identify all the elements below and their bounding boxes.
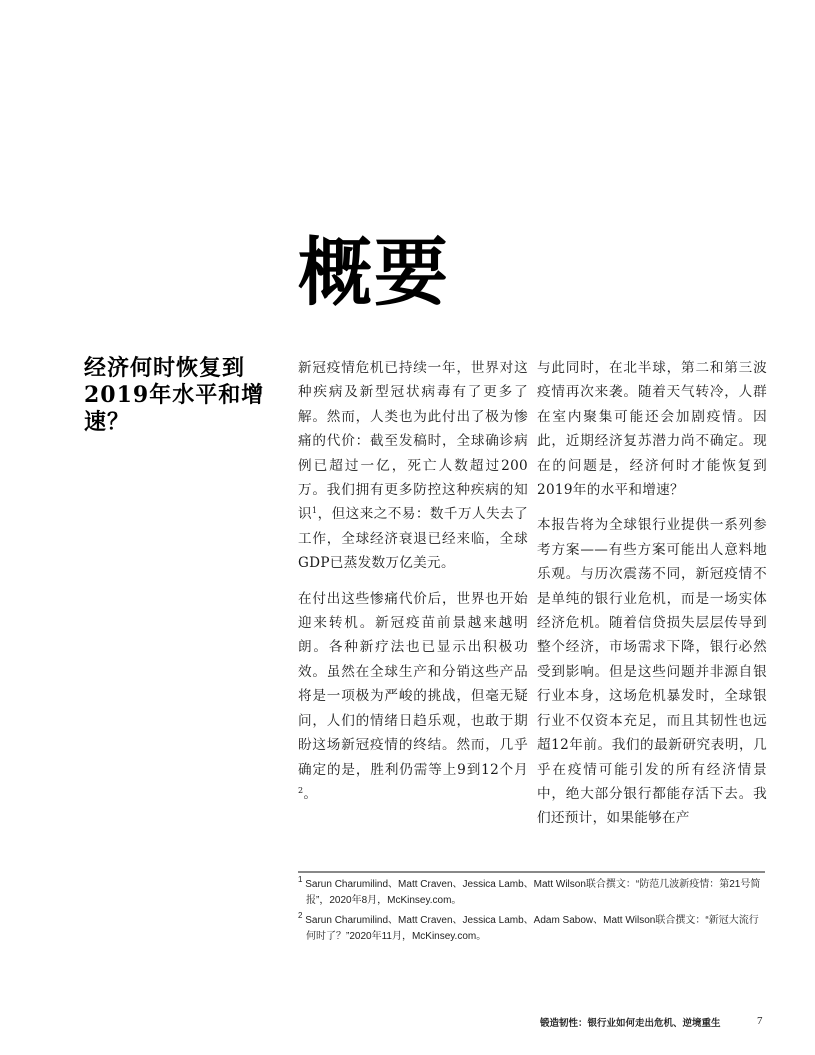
paragraph: 本报告将为全球银行业提供一系列参考方案——有些方案可能出人意料地乐观。与历次震荡不同，新冠疫情不是单纯的银行业危机，而是一场实体经济危机。随着信贷损失层层传导到整个经济，市场需求下降，银行必然受到影响。但是这些问题并非源自银行业本身，这场危机暴发时，全球银行业不仅资本充足，而且其韧性也远超12年前。我们的最新研究表明，几乎在疫情可能引发的所有经济情景中，绝大部分银行都能存活下去。我们还预计，如果能够在产 — [537, 517, 767, 827]
paragraph — [298, 356, 528, 576]
footnote-ref[interactable]: 2 — [298, 785, 304, 795]
running-footer-title: 锻造韧性：银行业如何走出危机、逆境重生 — [540, 1018, 721, 1029]
page-title: 概要 — [298, 230, 450, 316]
footnote-divider — [298, 871, 765, 873]
footnote-text: Sarun Charumilind、Matt Craven、Jessica Lamb、Adam Sabow、Matt Wilson联合撰文：“新冠大流行何时了？”2020年11月，McKinsey.com。 — [305, 915, 759, 942]
footnote-number: 1 — [298, 875, 303, 884]
paragraph-text: 新冠疫情危机已持续一年，世界对这种疾病及新型冠状病毒有了更多了解。然而，人类也为此付出了极为惨痛的代价：截至发稿时，全球确诊病例已超过一亿，死亡人数超过200万。我们拥有更多防控这种疾病的知识 — [298, 360, 528, 523]
footnotes — [298, 877, 768, 949]
paragraph-text: 在付出这些惨痛代价后，世界也开始迎来转机。新冠疫苗前景越来越明朗。各种新疗法也已显示出积极功效。虽然在全球生产和分销这些产品将是一项极为严峻的挑战，但毫无疑问，人们的情绪日趋乐观，也敢于期盼这场新冠疫情的终结。然而，几乎确定的是，胜利仍需等上9到12个月 — [298, 590, 528, 778]
footnote-number: 2 — [298, 911, 303, 920]
footnote — [298, 877, 768, 909]
footnote-text: Sarun Charumilind、Matt Craven、Jessica Lamb、Matt Wilson联合撰文：“防范几波新疫情：第21号简报”，2020年8月，McKinsey.com。 — [305, 879, 761, 906]
body-column-left — [298, 356, 528, 817]
paragraph — [298, 587, 528, 807]
page-number: 7 — [757, 1015, 763, 1027]
paragraph-text: ，但这来之不易：数千万人失去了工作，全球经济衰退已经来临，全球GDP已蒸发数万亿美元。 — [298, 506, 528, 572]
body-column-right — [537, 356, 767, 842]
section-heading: 经济何时恢复到2019年水平和增速？ — [84, 355, 265, 435]
paragraph-text: 。 — [303, 785, 318, 802]
paragraph: 与此同时，在北半球，第二和第三波疫情再次来袭。随着天气转冷，人群在室内聚集可能还会加剧疫情。因此，近期经济复苏潜力尚不确定。现在的问题是，经济何时才能恢复到2019年的水平和增速？ — [537, 360, 767, 499]
footnote — [298, 913, 768, 945]
footnote-ref[interactable]: 1 — [312, 506, 318, 516]
